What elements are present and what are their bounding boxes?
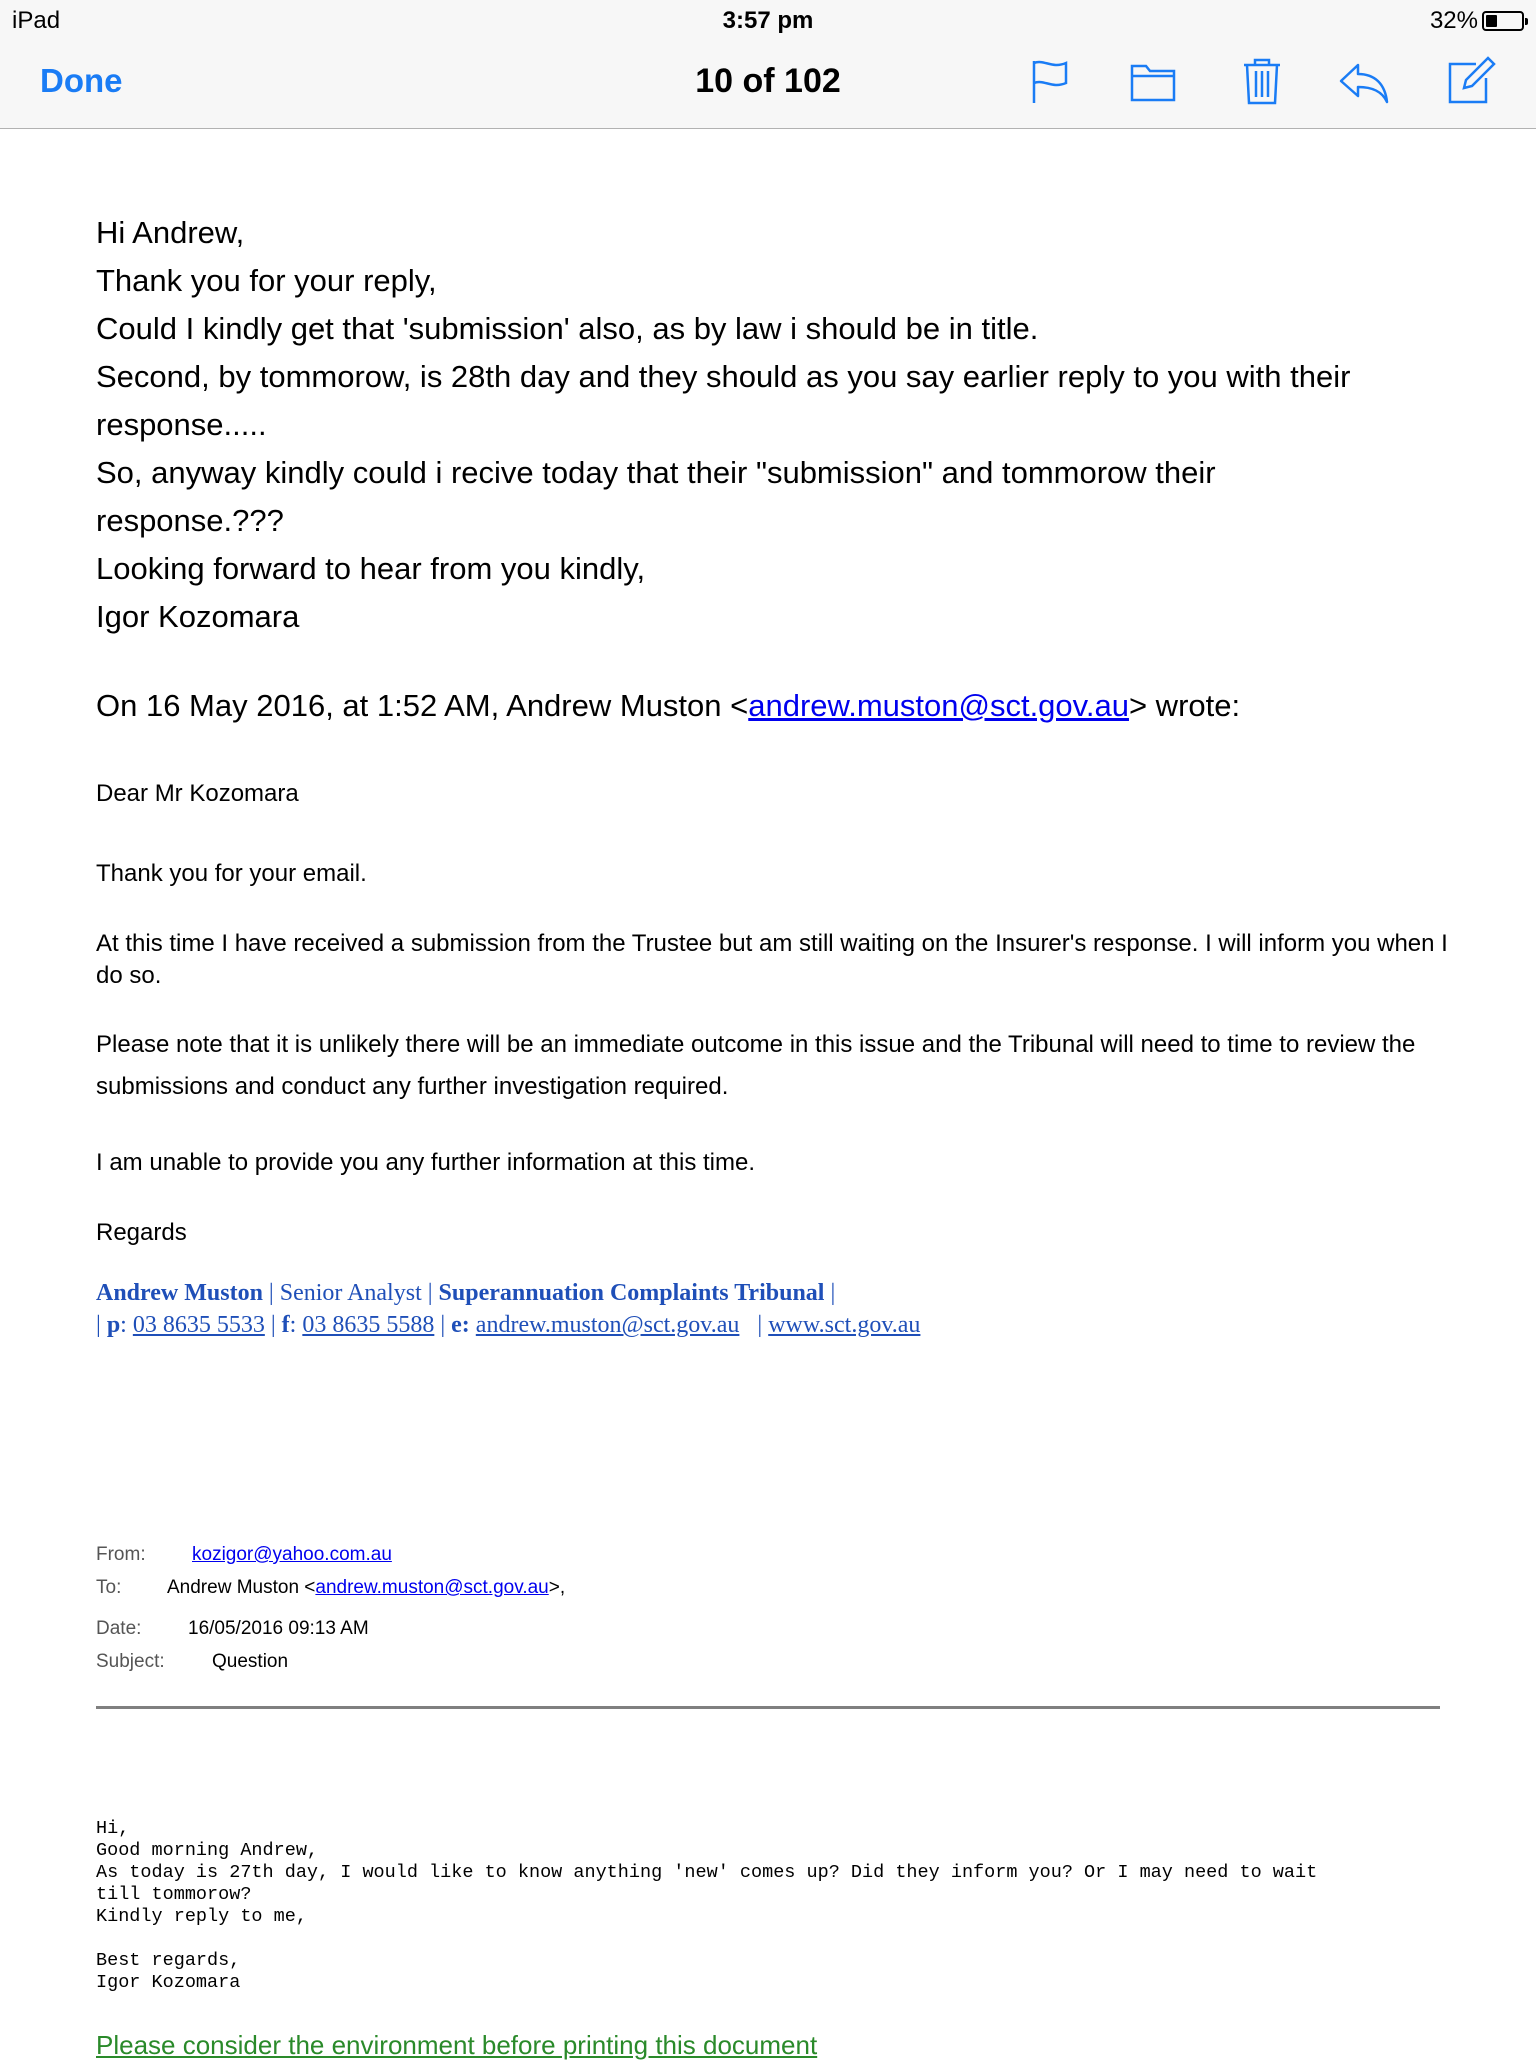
- reply-icon[interactable]: [1338, 56, 1390, 106]
- folder-icon[interactable]: [1128, 56, 1180, 106]
- message-paragraph: At this time I have received a submission from the Trustee but am still waiting on the Insurer's response. I will inform you when I do so.: [96, 930, 1448, 989]
- reply-signoff: Igor Kozomara: [96, 599, 300, 634]
- message-closing: Regards: [96, 1219, 187, 1246]
- meta-subject: [96, 1651, 288, 1673]
- message-paragraph: Please note that it is unlikely there will be an immediate outcome in this issue and the Tribunal will need to time to review the submissions and conduct any further investigation required.: [96, 1031, 1416, 1100]
- battery-icon: [1482, 11, 1524, 31]
- compose-icon[interactable]: [1446, 56, 1498, 106]
- website-link[interactable]: www.sct.gov.au: [768, 1312, 921, 1338]
- reply-line: Looking forward to hear from you kindly,: [96, 551, 646, 586]
- signature-role: Senior Analyst: [279, 1280, 422, 1306]
- to-label: To:: [96, 1577, 122, 1598]
- status-time: 3:57 pm: [722, 7, 814, 34]
- subject-label: Subject:: [96, 1651, 165, 1672]
- date-value: 16/05/2016 09:13 AM: [188, 1618, 369, 1639]
- signature-line-1: Andrew Muston | Senior Analyst | Superannuation Complaints Tribunal |: [96, 1280, 836, 1306]
- flag-icon[interactable]: [1024, 56, 1076, 106]
- battery-percent: 32%: [1429, 7, 1478, 34]
- reply-line: Thank you for your reply,: [96, 263, 437, 298]
- meta-date: [96, 1618, 369, 1640]
- original-message-body: Hi, Good morning Andrew, As today is 27th day, I would like to know anything 'new' comes up? Did they inform you? Or I may need to wait till tommorow? Kindly reply to me, Best regards, Igor Kozomara: [96, 1818, 1318, 1993]
- environment-footer-note: Please consider the environment before printing this document: [96, 2030, 818, 2060]
- message-greeting: Dear Mr Kozomara: [96, 780, 299, 807]
- reply-line: Could I kindly get that 'submission' also, as by law i should be in title.: [96, 311, 1039, 346]
- email-label: e:: [451, 1312, 470, 1338]
- meta-from: [96, 1544, 392, 1566]
- message-counter: 10 of 102: [695, 62, 841, 100]
- signature-name: Andrew Muston: [96, 1280, 263, 1306]
- phone-link[interactable]: 03 8635 5533: [132, 1312, 265, 1338]
- signature-email-link[interactable]: andrew.muston@sct.gov.au: [475, 1312, 740, 1338]
- phone-label: p: [106, 1312, 121, 1338]
- to-email-link[interactable]: andrew.muston@sct.gov.au: [315, 1577, 549, 1598]
- trash-icon[interactable]: [1236, 56, 1288, 106]
- reply-line: So, anyway kindly could i recive today that their "submission" and tommorow their: [96, 455, 1216, 490]
- date-label: Date:: [96, 1618, 142, 1639]
- subject-value: Question: [212, 1651, 289, 1672]
- quote-header-prefix: On 16 May 2016, at 1:52 AM, Andrew Muston <: [96, 688, 749, 723]
- fax-label: f: [281, 1312, 290, 1338]
- from-email-link[interactable]: kozigor@yahoo.com.au: [192, 1544, 392, 1565]
- from-label: From:: [96, 1544, 146, 1565]
- to-suffix: >,: [548, 1577, 566, 1598]
- signature-org: Superannuation Complaints Tribunal: [438, 1280, 825, 1306]
- device-name: iPad: [12, 7, 61, 34]
- reply-line: Hi Andrew,: [96, 215, 245, 250]
- horizontal-divider: [96, 1706, 1440, 1709]
- quote-header-suffix: > wrote:: [1128, 688, 1241, 723]
- done-button[interactable]: Done: [40, 62, 123, 99]
- reply-line: Second, by tommorow, is 28th day and they should as you say earlier reply to you with their: [96, 359, 1351, 394]
- message-paragraph: Thank you for your email.: [96, 860, 367, 887]
- battery-status: [1430, 7, 1524, 35]
- message-paragraph: I am unable to provide you any further information at this time.: [96, 1149, 756, 1176]
- quote-sender-email-link[interactable]: andrew.muston@sct.gov.au: [748, 688, 1129, 723]
- fax-link[interactable]: 03 8635 5588: [302, 1312, 435, 1338]
- meta-to: [96, 1577, 565, 1599]
- battery-fill: [1486, 15, 1497, 27]
- reply-line: response.???: [96, 503, 284, 538]
- signature-line-2: | p: 03 8635 5533 | f: 03 8635 5588 | e: andrew.muston@sct.gov.au | www.sct.gov.au: [96, 1312, 921, 1338]
- reply-line: response.....: [96, 407, 267, 442]
- to-name: Andrew Muston <: [167, 1577, 316, 1598]
- mail-toolbar: [0, 0, 1536, 129]
- quote-header: [96, 688, 1240, 724]
